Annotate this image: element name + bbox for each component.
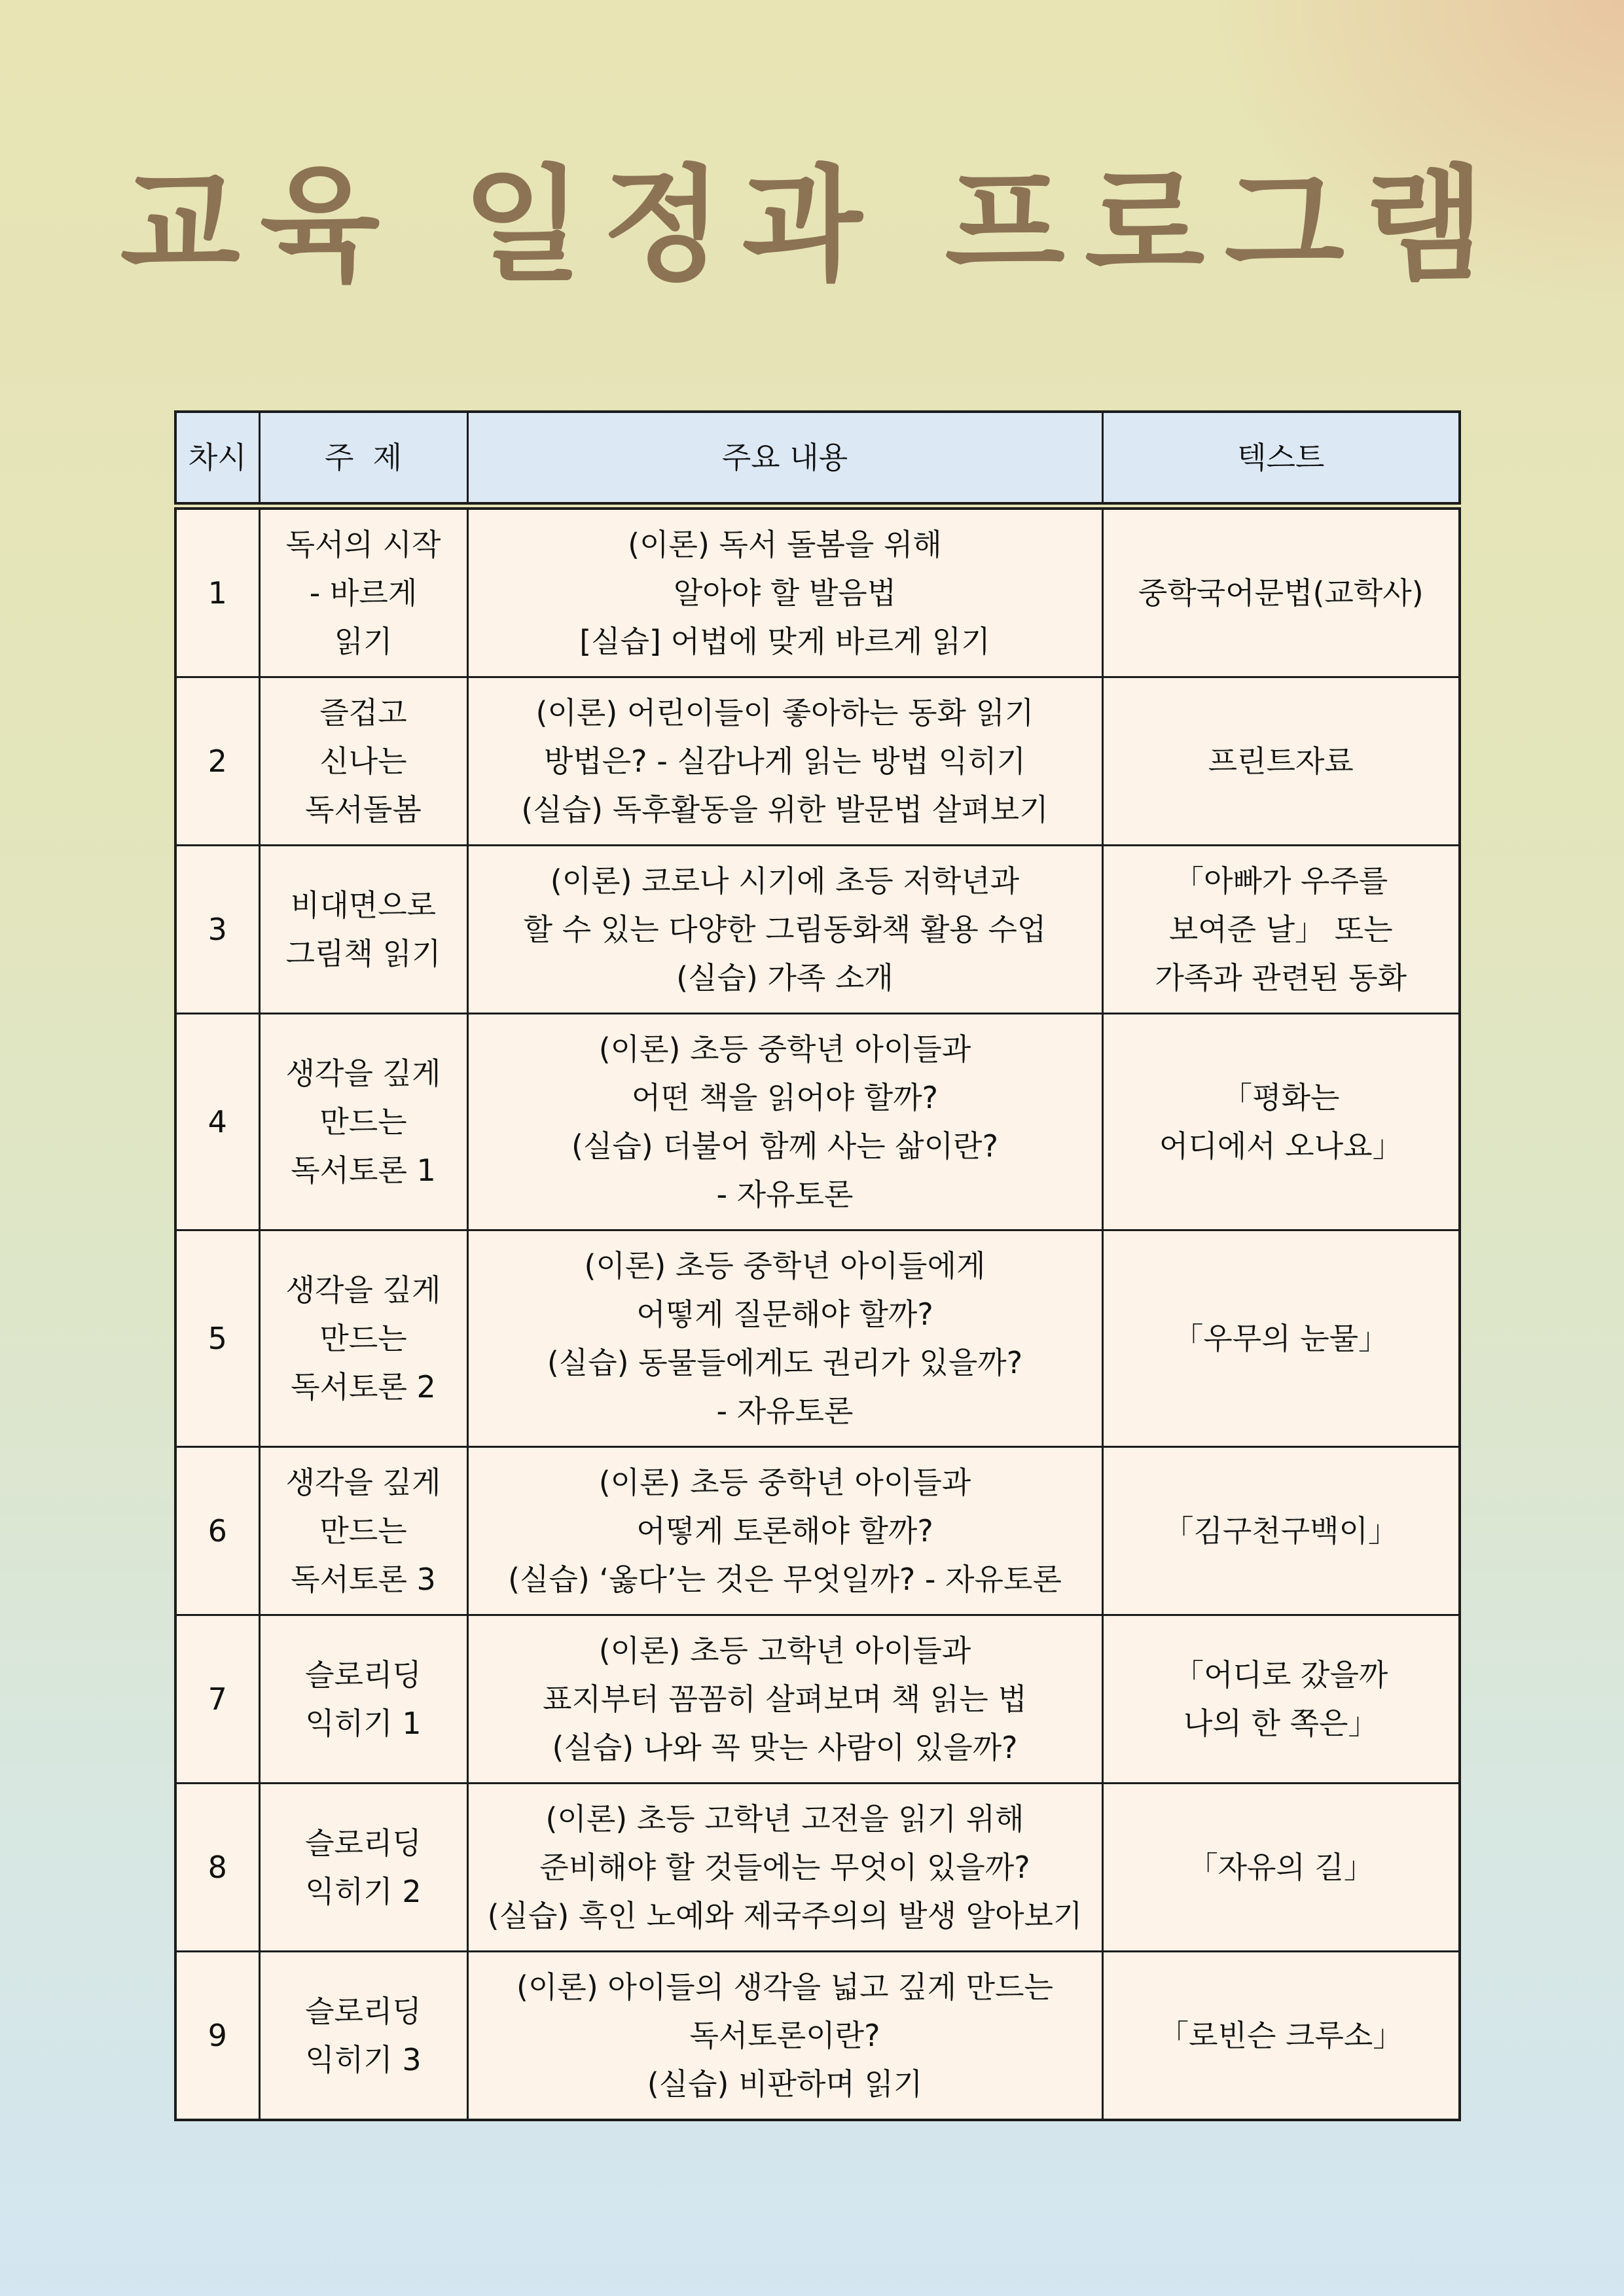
- text-cell: [1102, 1784, 1460, 1952]
- topic-cell: [259, 677, 467, 846]
- topic-cell-line: 독서토론 1: [291, 1153, 436, 1188]
- content-cell-line: (이론) 어린이들이 좋아하는 동화 읽기: [535, 695, 1034, 730]
- table-row: [175, 1230, 1460, 1447]
- table-row: [175, 846, 1460, 1014]
- session-number: 7: [175, 1615, 259, 1784]
- content-cell: [467, 1014, 1102, 1230]
- content-cell-line: 독서토론이란?: [689, 2018, 880, 2053]
- content-cell-line: (이론) 초등 중학년 아이들에게: [584, 1248, 986, 1283]
- content-cell: [467, 1952, 1102, 2121]
- text-cell: [1102, 1615, 1460, 1784]
- topic-cell: [259, 1447, 467, 1615]
- text-cell: [1102, 846, 1460, 1014]
- content-cell: [467, 1230, 1102, 1447]
- text-cell-line: 「평화는: [1222, 1080, 1340, 1115]
- topic-cell-line: 생각을 깊게: [285, 1056, 441, 1091]
- content-cell-line: (이론) 초등 중학년 아이들과: [598, 1031, 971, 1067]
- topic-cell-line: 만드는: [319, 1104, 407, 1139]
- content-cell-line: (실습) 독후활동을 위한 발문법 살펴보기: [521, 792, 1049, 827]
- table-body: [175, 506, 1460, 2120]
- content-cell-line: (이론) 초등 중학년 아이들과: [598, 1465, 971, 1500]
- topic-cell: [259, 846, 467, 1014]
- topic-cell-line: 익히기 1: [305, 1706, 422, 1741]
- content-cell: [467, 1615, 1102, 1784]
- topic-cell: [259, 1230, 467, 1447]
- header-session: 차시: [175, 412, 259, 506]
- topic-cell-line: 독서토론 3: [291, 1562, 436, 1597]
- session-number: 8: [175, 1784, 259, 1952]
- content-cell-line: (이론) 독서 돌봄을 위해: [628, 527, 942, 562]
- text-cell-line: 보여준 날」 또는: [1168, 912, 1393, 947]
- topic-cell-line: 그림책 읽기: [285, 936, 441, 971]
- content-cell-line: (실습) 동물들에게도 권리가 있을까?: [547, 1345, 1023, 1380]
- content-cell-line: [실습] 어법에 맞게 바르게 읽기: [579, 624, 990, 659]
- topic-cell-line: 슬로리딩: [305, 1657, 422, 1693]
- topic-cell-line: 생각을 깊게: [285, 1272, 441, 1308]
- content-cell: [467, 506, 1102, 677]
- content-cell-line: (실습) 더불어 함께 사는 삶이란?: [571, 1128, 999, 1164]
- content-cell-line: - 자유토론: [716, 1393, 854, 1429]
- text-cell-line: 「우무의 눈물」: [1173, 1321, 1389, 1356]
- content-cell-line: 표지부터 꼼꼼히 살펴보며 책 읽는 법: [543, 1681, 1027, 1717]
- text-cell: [1102, 1230, 1460, 1447]
- text-cell-line: 중학국어문법(교학사): [1138, 575, 1424, 611]
- topic-cell-line: 신나는: [319, 744, 407, 779]
- topic-cell-line: 만드는: [319, 1321, 407, 1356]
- content-cell-line: (실습) 비판하며 읽기: [647, 2066, 923, 2102]
- session-number: 4: [175, 1014, 259, 1230]
- content-cell-line: (실습) 흑인 노예와 제국주의의 발생 알아보기: [487, 1898, 1083, 1933]
- session-number: 1: [175, 506, 259, 677]
- text-cell: [1102, 677, 1460, 846]
- table-row: [175, 677, 1460, 846]
- table-header-row: [175, 412, 1460, 506]
- topic-cell-line: 슬로리딩: [305, 1994, 422, 2029]
- topic-cell-line: 생각을 깊게: [285, 1465, 441, 1500]
- text-cell: [1102, 506, 1460, 677]
- content-cell: [467, 846, 1102, 1014]
- session-number: 9: [175, 1952, 259, 2121]
- content-cell-line: 할 수 있는 다양한 그림동화책 활용 수업: [523, 912, 1047, 947]
- table-row: [175, 1784, 1460, 1952]
- header-topic: 주 제: [259, 412, 467, 506]
- topic-cell-line: 독서토론 2: [291, 1369, 436, 1405]
- text-cell: [1102, 1447, 1460, 1615]
- session-number: 3: [175, 846, 259, 1014]
- text-cell-line: 「아빠가 우주를: [1174, 863, 1388, 899]
- text-cell-line: 「자유의 길」: [1187, 1850, 1374, 1885]
- text-cell-line: 가족과 관련된 동화: [1155, 960, 1407, 996]
- topic-cell-line: 즐겁고: [319, 695, 407, 730]
- content-cell-line: (이론) 코로나 시기에 초등 저학년과: [550, 863, 1020, 899]
- text-cell-line: 어디에서 오나요」: [1159, 1128, 1403, 1164]
- topic-cell-line: 슬로리딩: [305, 1825, 422, 1861]
- table-row: [175, 1615, 1460, 1784]
- session-number: 2: [175, 677, 259, 846]
- session-number: 6: [175, 1447, 259, 1615]
- schedule-table: [174, 410, 1461, 2121]
- content-cell-line: (실습) 나와 꼭 맞는 사람이 있을까?: [552, 1730, 1018, 1765]
- content-cell-line: 어떻게 질문해야 할까?: [636, 1297, 933, 1332]
- text-cell-line: 「어디로 갔을까: [1174, 1657, 1388, 1693]
- table-row: [175, 1952, 1460, 2121]
- content-cell-line: (이론) 아이들의 생각을 넓고 깊게 만드는: [516, 1969, 1053, 2005]
- topic-cell-line: 읽기: [334, 624, 393, 659]
- page-title: 교육 일정과 프로그램: [120, 153, 1504, 298]
- topic-cell-line: 익히기 3: [305, 2042, 422, 2077]
- header-text: 텍스트: [1102, 412, 1460, 506]
- topic-cell-line: 익히기 2: [305, 1874, 422, 1909]
- content-cell-line: 어떻게 토론해야 할까?: [636, 1513, 933, 1549]
- topic-cell-line: 독서돌봄: [305, 792, 422, 827]
- topic-cell: [259, 1014, 467, 1230]
- text-cell-line: 「로빈슨 크루소」: [1159, 2018, 1403, 2053]
- text-cell-line: 「김구천구백이」: [1163, 1513, 1399, 1549]
- content-cell-line: 알아야 할 발음법: [673, 575, 897, 611]
- topic-cell: [259, 1952, 467, 2121]
- content-cell-line: 어떤 책을 읽어야 할까?: [631, 1080, 939, 1115]
- content-cell-line: - 자유토론: [716, 1177, 854, 1212]
- table-row: [175, 506, 1460, 677]
- table-row: [175, 1447, 1460, 1615]
- content-cell-line: 방법은? - 실감나게 읽는 방법 익히기: [543, 744, 1026, 779]
- text-cell-line: 프린트자료: [1208, 744, 1354, 779]
- content-cell-line: 준비해야 할 것들에는 무엇이 있을까?: [539, 1850, 1030, 1885]
- topic-cell-line: 독서의 시작: [285, 527, 441, 562]
- topic-cell-line: 만드는: [319, 1513, 407, 1549]
- content-cell: [467, 1784, 1102, 1952]
- session-number: 5: [175, 1230, 259, 1447]
- text-cell: [1102, 1952, 1460, 2121]
- content-cell-line: (이론) 초등 고학년 아이들과: [598, 1633, 971, 1668]
- text-cell: [1102, 1014, 1460, 1230]
- content-cell-line: (이론) 초등 고학년 고전을 읽기 위해: [545, 1801, 1024, 1837]
- content-cell: [467, 1447, 1102, 1615]
- text-cell-line: 나의 한 쪽은」: [1183, 1706, 1379, 1741]
- topic-cell: [259, 1784, 467, 1952]
- content-cell: [467, 677, 1102, 846]
- topic-cell-line: - 바르게: [309, 575, 418, 611]
- topic-cell: [259, 506, 467, 677]
- table-row: [175, 1014, 1460, 1230]
- topic-cell: [259, 1615, 467, 1784]
- header-content: 주요 내용: [467, 412, 1102, 506]
- content-cell-line: (실습) ‘옳다’는 것은 무엇일까? - 자유토론: [508, 1562, 1062, 1597]
- topic-cell-line: 비대면으로: [290, 888, 437, 923]
- content-cell-line: (실습) 가족 소개: [676, 960, 893, 996]
